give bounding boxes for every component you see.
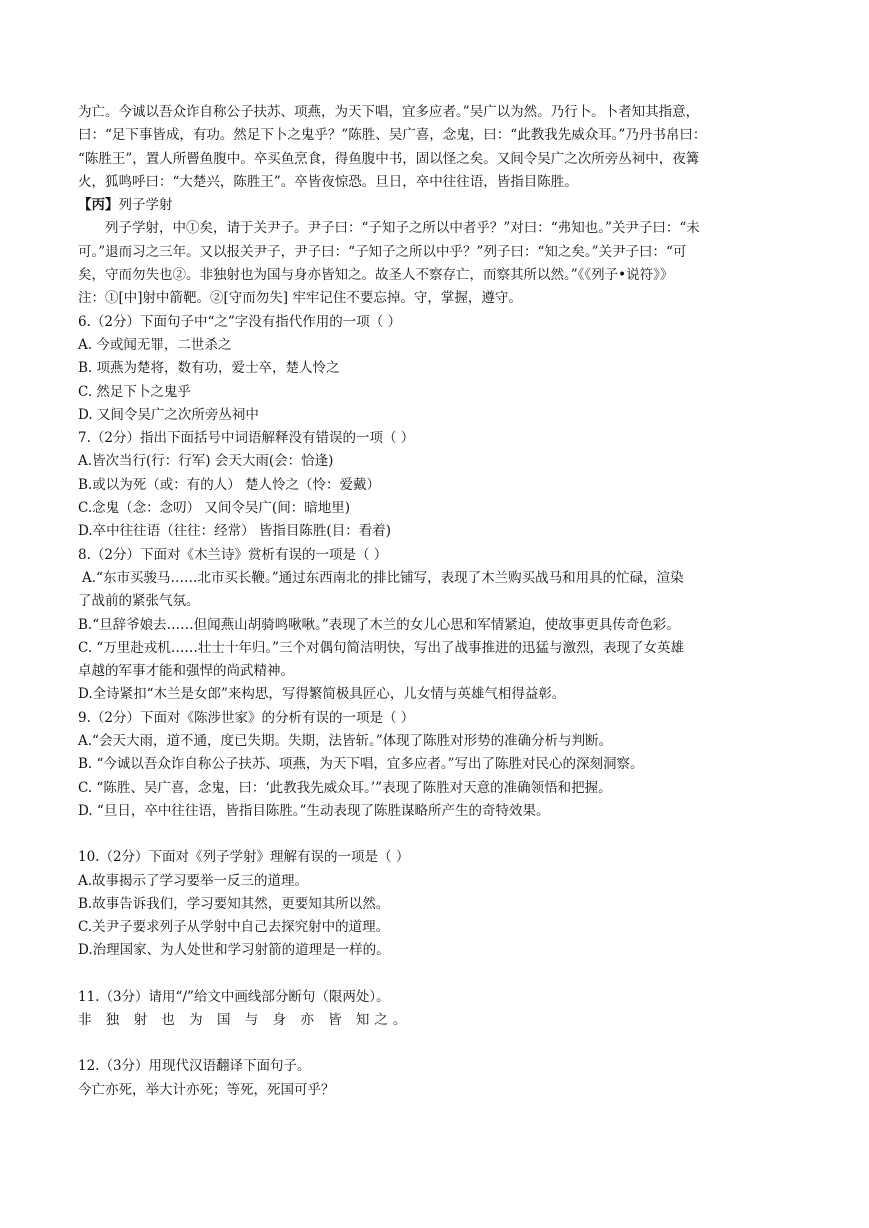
- answer-option: B.故事告诉我们，学习要知其然，更要知其所以然。: [78, 895, 390, 912]
- question-8: [78, 544, 794, 707]
- answer-option: D.卒中往往语（往往：经常） 皆指目陈胜(目：看着): [78, 523, 391, 540]
- sentence-to-translate: 今亡亦死，举大计亦死；等死，死国可乎？: [78, 1081, 335, 1098]
- answer-option: B. 项燕为楚将，数有功，爱士卒，楚人怜之: [78, 360, 340, 377]
- answer-option: C.关尹子要求列子从学射中自己去探究射中的道理。: [78, 919, 390, 936]
- answer-option: A.“东市买骏马……北市买长鞭。”通过东西南北的排比铺写，表现了木兰购买战马和用具的忙碌，渲染: [82, 569, 684, 586]
- passage-line: 列子学射，中①矣，请于关尹子。尹子曰：“子知子之所以中者乎？”对曰：“弗知也。”关尹子曰：“未: [105, 220, 700, 237]
- sentence-to-punctuate: 非 独 射 也 为 国 与 身 亦 皆 知之。: [78, 1011, 412, 1028]
- question-6: [78, 311, 794, 427]
- answer-option: C. “陈胜、吴广喜，念鬼，曰：‘此教我先威众耳。’”表现了陈胜对天意的准确领悟和把握。: [78, 779, 612, 796]
- answer-option: D.治理国家、为人处世和学习射箭的道理是一样的。: [78, 942, 390, 959]
- answer-option: C.念鬼（念：念叨） 又间令吴广(间：暗地里): [78, 500, 350, 517]
- answer-option: A.皆次当行(行：行军) 会天大雨(会：恰逢): [78, 453, 334, 470]
- question-stem: 6.（2分）下面句子中“之”字没有指代作用的一项（ ）: [78, 313, 402, 330]
- question-stem: 11.（3分）请用“/”给文中画线部分断句（限两处）。: [78, 988, 390, 1005]
- answer-option: B.或以为死（或：有的人） 楚人怜之（怜：爱戴）: [78, 476, 381, 493]
- answer-option: A.“会天大雨，道不通，度已失期。失期，法皆斩。”体现了陈胜对形势的准确分析与判断。: [78, 733, 613, 750]
- answer-option: 卓越的军事才能和强悍的尚武精神。: [78, 663, 294, 680]
- passage-line: 可。”退而习之三年。又以报关尹子，尹子曰：“子知子之所以中乎？”列子曰：“知之矣。”关尹子曰：“可: [78, 243, 687, 260]
- question-stem: 12.（3分）用现代汉语翻译下面句子。: [78, 1058, 311, 1075]
- annotation-note: 注：①[中]射中箭靶。②[守而勿失] 牢牢记住不要忘掉。守，掌握，遵守。: [78, 290, 522, 307]
- spacer: [78, 963, 794, 986]
- spacer: [78, 1032, 794, 1055]
- answer-option: C. 然足下卜之鬼乎: [78, 383, 191, 400]
- passage-line: 曰：“足下事皆成，有功。然足下卜之鬼乎？”陈胜、吴广喜，念鬼，曰：“此教我先威众耳。”乃丹书帛曰：: [78, 127, 707, 144]
- question-stem: 9.（2分）下面对《陈涉世家》的分析有误的一项是（ ）: [78, 709, 415, 726]
- section-title: 列子学射: [118, 197, 173, 214]
- passage-line: 矣，守而勿失也②。非独射也为国与身亦皆知之。故圣人不察存亡，而察其所以然。”《《列子•说符》》: [78, 267, 674, 284]
- question-11: [78, 986, 794, 1033]
- answer-option: B.“旦辞爷娘去……但闻燕山胡骑鸣啾啾。”表现了木兰的女儿心思和军情紧迫，使故事更具传奇色彩。: [78, 616, 680, 633]
- question-stem: 8.（2分）下面对《木兰诗》赏析有误的一项是（ ）: [78, 546, 388, 563]
- answer-option: 了战前的紧张气氛。: [78, 593, 200, 610]
- section-label: 【丙】: [78, 197, 119, 214]
- question-7: [78, 427, 794, 543]
- answer-option: D. “旦日，卒中往往语，皆指目陈胜。”生动表现了陈胜谋略所产生的奇特效果。: [78, 802, 550, 819]
- question-10: [78, 846, 794, 962]
- passage-line: 火，狐鸣呼曰：“大楚兴，陈胜王”。卒皆夜惊恐。旦日，卒中往往语，皆指目陈胜。: [78, 173, 578, 190]
- spacer: [78, 823, 794, 846]
- answer-option: C. “万里赴戎机……壮士十年归。”三个对偶句简洁明快，写出了战事推进的迅猛与激烈，表现了女英雄: [78, 639, 684, 656]
- passage-line: “陈胜王”，置人所罾鱼腹中。卒买鱼烹食，得鱼腹中书，固以怪之矣。又间令吴广之次所旁丛祠中，夜篝: [78, 150, 700, 167]
- answer-option: D.全诗紧扣“木兰是女郎”来构思，写得繁简极具匠心，儿女情与英雄气相得益彰。: [78, 686, 566, 703]
- passage-line: 为亡。今诚以吾众诈自称公子扶苏、项燕，为天下唱，宜多应者。”吴广以为然。乃行卜。卜者知其指意，: [78, 104, 700, 120]
- passage-jia-continued: [78, 101, 794, 194]
- question-9: [78, 707, 794, 823]
- section-heading: [78, 194, 794, 217]
- exam-page: [78, 101, 794, 1102]
- answer-option: D. 又间令吴广之次所旁丛祠中: [78, 406, 259, 423]
- answer-option: A. 今或闻无罪，二世杀之: [78, 336, 232, 353]
- question-stem: 7.（2分）指出下面括号中词语解释没有错误的一项（ ）: [78, 430, 415, 447]
- passage-bing: [78, 194, 794, 310]
- answer-option: B. “今诚以吾众诈自称公子扶苏、项燕，为天下唱，宜多应者。”写出了陈胜对民心的深刻洞察。: [78, 756, 644, 773]
- question-12: [78, 1055, 794, 1102]
- answer-option: A.故事揭示了学习要举一反三的道理。: [78, 872, 309, 889]
- question-stem: 10.（2分）下面对《列子学射》理解有误的一项是（ ）: [78, 849, 410, 866]
